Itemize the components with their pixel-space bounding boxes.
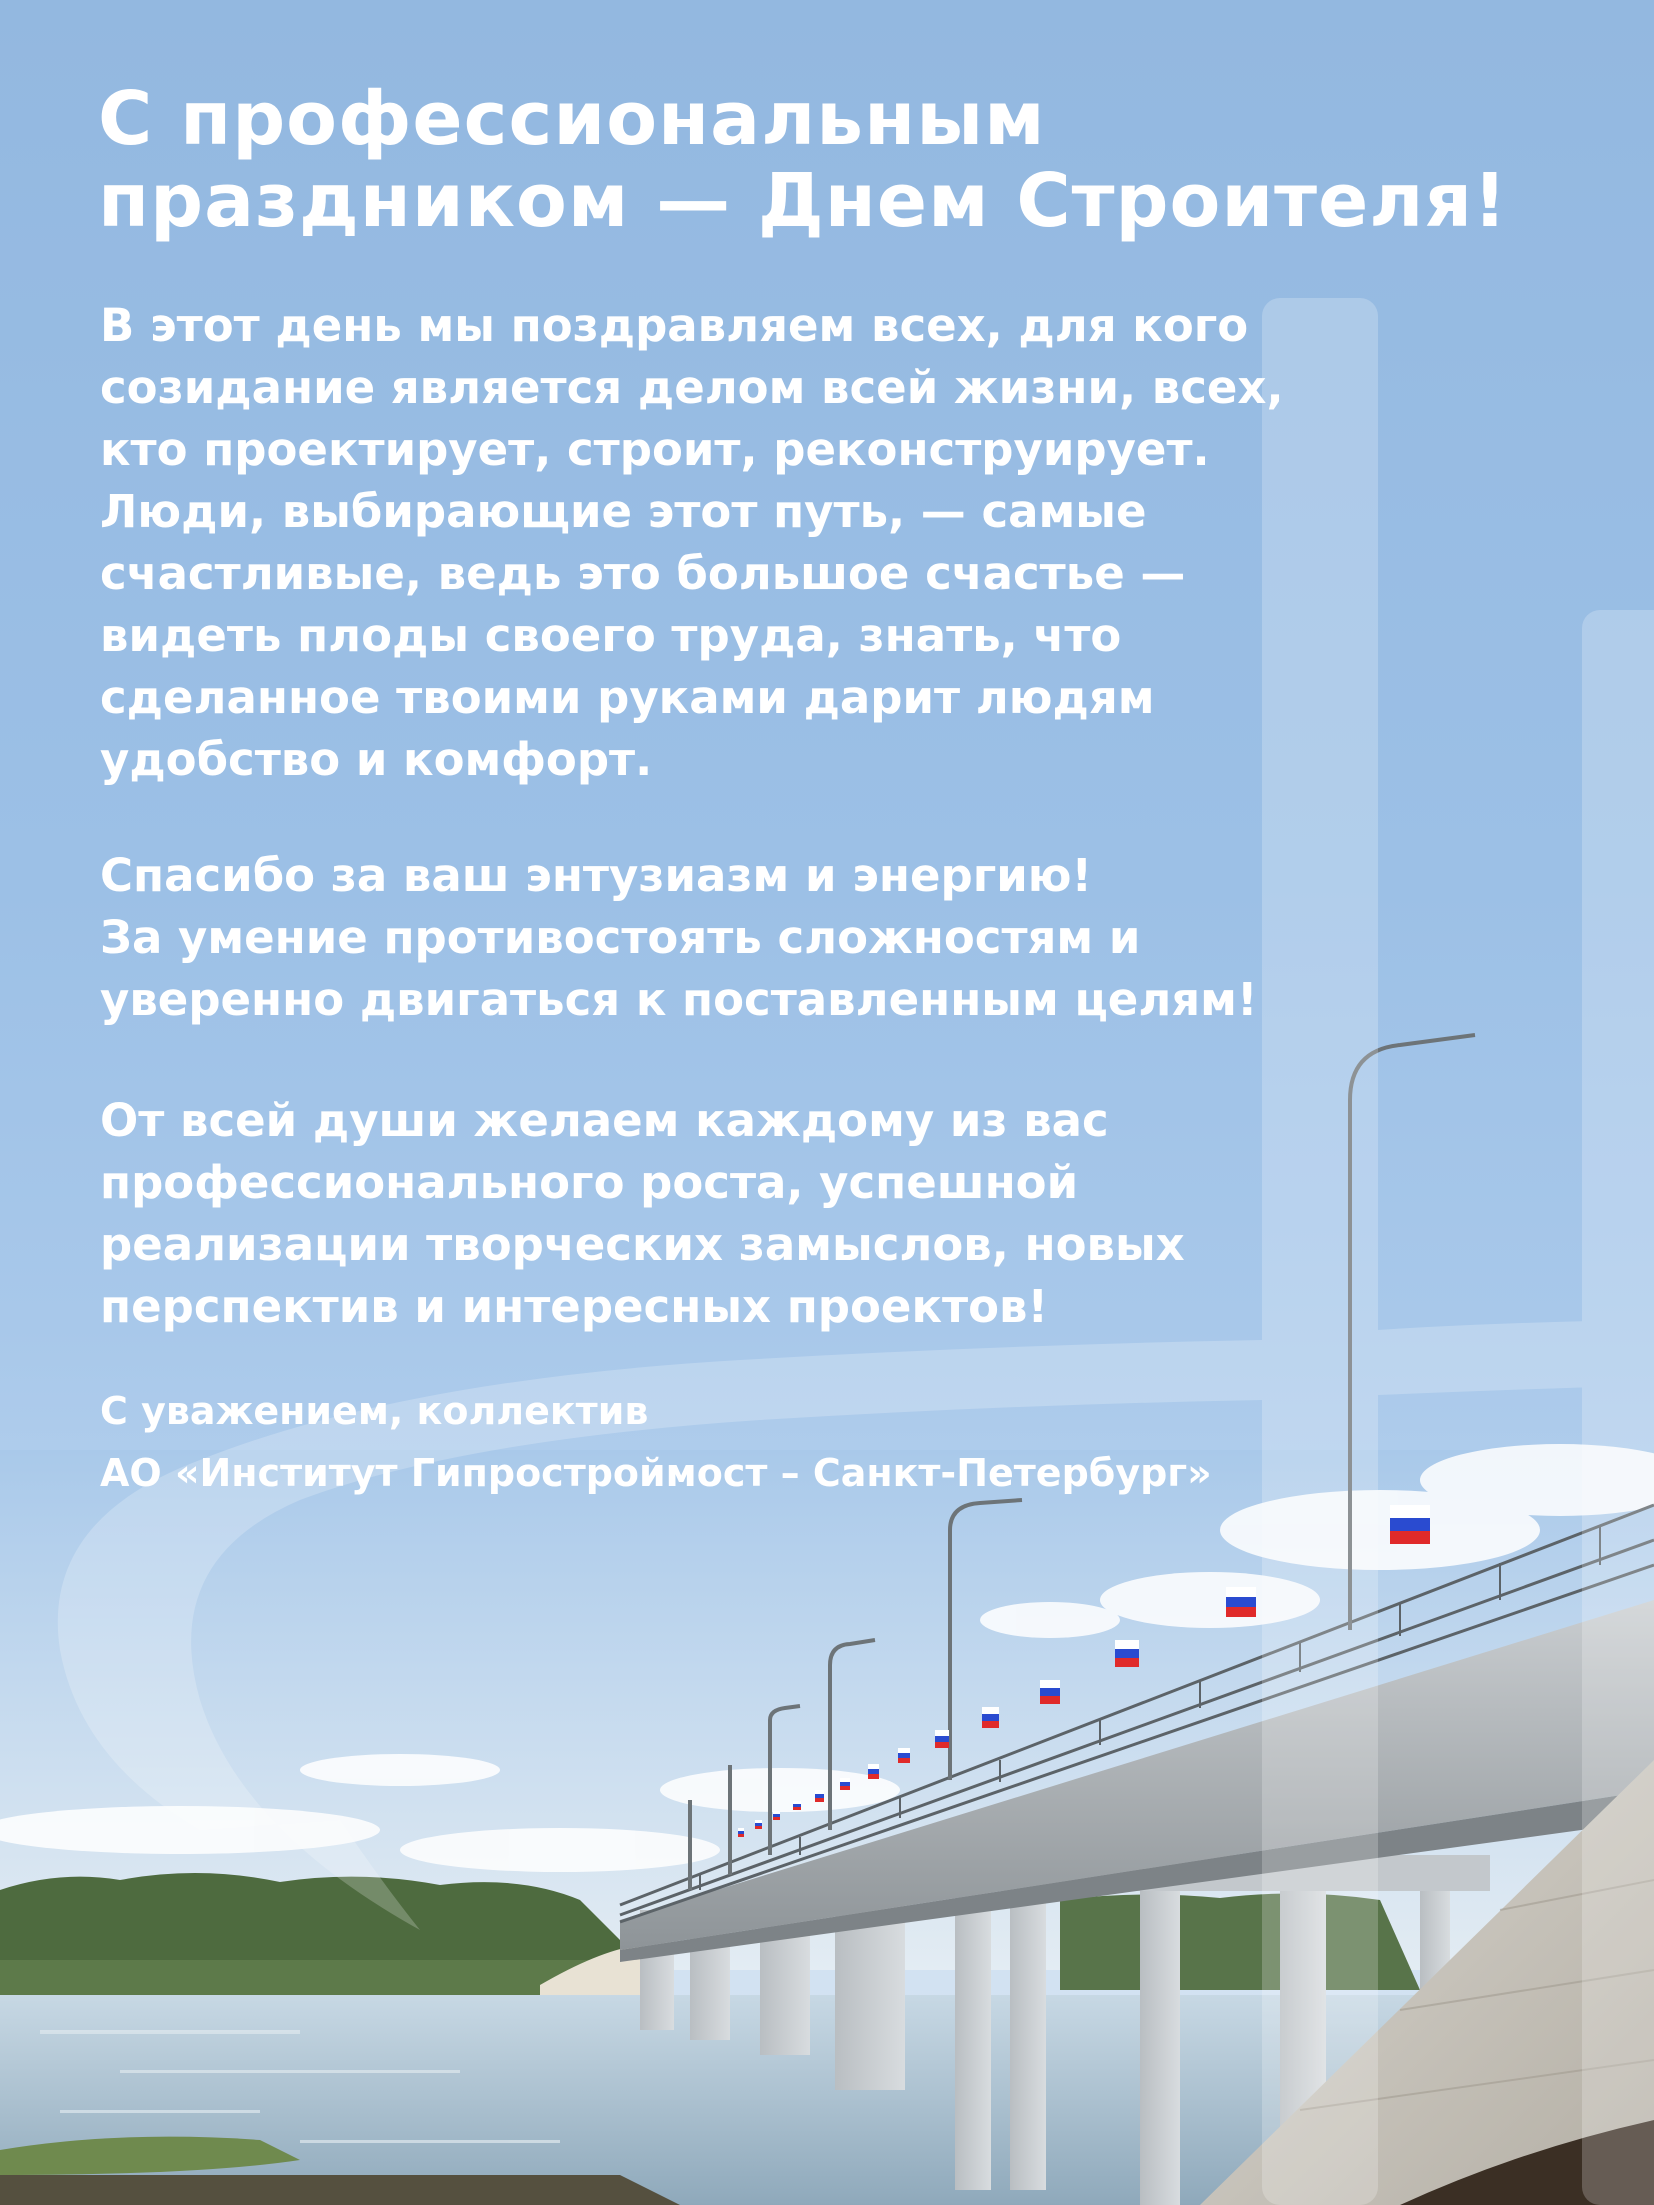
greeting-paragraph-1 bbox=[100, 295, 1320, 791]
title-line: С профессиональным bbox=[98, 76, 1046, 162]
text-line: От всей души желаем каждому из вас bbox=[100, 1094, 1109, 1147]
text-line: кто проектирует, строит, реконструирует. bbox=[100, 423, 1210, 476]
text-line: видеть плоды своего труда, знать, что bbox=[100, 609, 1122, 662]
greeting-paragraph-3 bbox=[100, 1090, 1320, 1338]
greeting-paragraph-2 bbox=[100, 845, 1320, 1031]
text-line: уверенно двигаться к поставленным целям! bbox=[100, 973, 1258, 1026]
text-line: В этот день мы поздравляем всех, для кого bbox=[100, 299, 1249, 352]
page-title bbox=[98, 78, 1598, 242]
text-line: Спасибо за ваш энтузиазм и энергию! bbox=[100, 849, 1092, 902]
signature bbox=[100, 1380, 1212, 1504]
text-line: созидание является делом всей жизни, всех, bbox=[100, 361, 1284, 414]
text-line: перспектив и интересных проектов! bbox=[100, 1280, 1048, 1333]
text-line: Люди, выбирающие этот путь, — самые bbox=[100, 485, 1147, 538]
text-line: счастливые, ведь это большое счастье — bbox=[100, 547, 1186, 600]
title-line: праздником — Днем Строителя! bbox=[98, 158, 1508, 244]
text-line: реализации творческих замыслов, новых bbox=[100, 1218, 1185, 1271]
text-line: удобство и комфорт. bbox=[100, 733, 653, 786]
text-line: За умение противостоять сложностям и bbox=[100, 911, 1141, 964]
text-line: профессионального роста, успешной bbox=[100, 1156, 1079, 1209]
text-line: сделанное твоими руками дарит людям bbox=[100, 671, 1155, 724]
signature-line: С уважением, коллектив bbox=[100, 1389, 649, 1433]
signature-company: АО «Институт Гипростроймост – Санкт-Петербург» bbox=[100, 1451, 1212, 1495]
